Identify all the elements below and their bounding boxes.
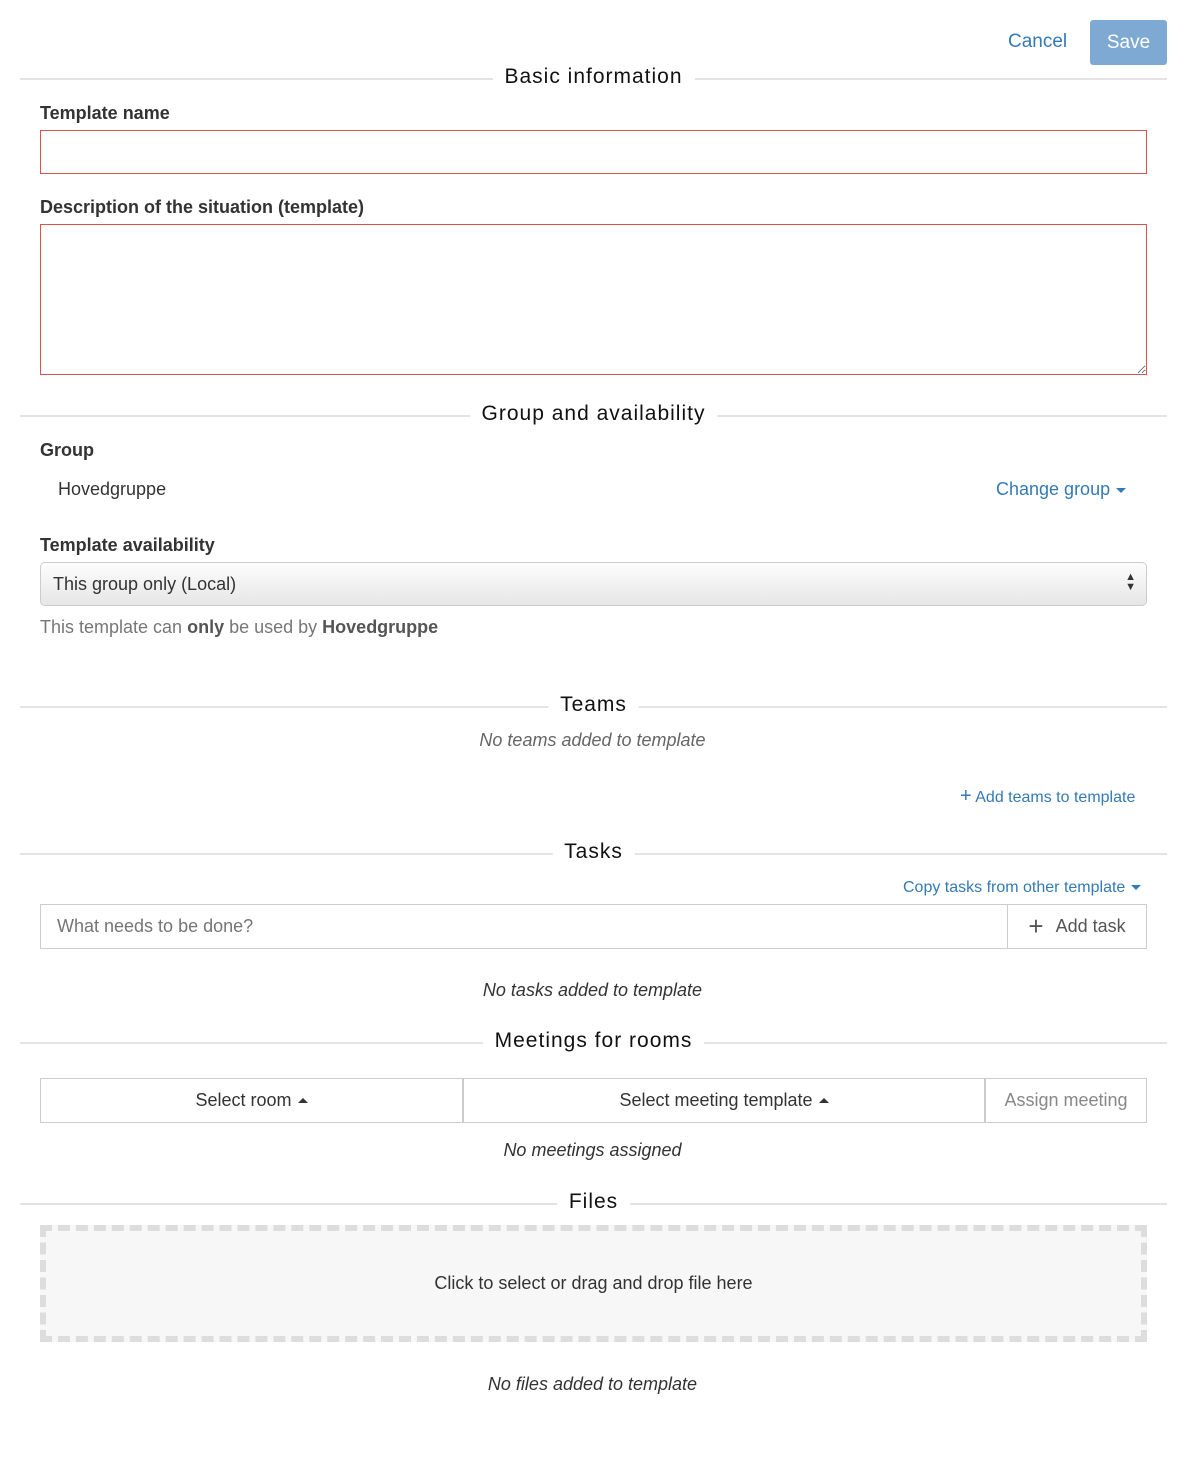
add-teams-label: Add teams to template xyxy=(975,789,1136,806)
plus-icon: + xyxy=(1028,911,1044,941)
select-template-label: Select meeting template xyxy=(619,1090,813,1110)
template-name-label: Template name xyxy=(40,103,170,123)
section-title: Files xyxy=(557,1190,630,1214)
help-text: This template can xyxy=(40,617,188,637)
add-task-label: Add task xyxy=(1055,916,1126,936)
select-room-dropdown[interactable] xyxy=(40,1078,463,1123)
add-task-button[interactable] xyxy=(1007,904,1147,949)
description-textarea[interactable] xyxy=(40,224,1147,375)
change-group-label: Change group xyxy=(996,479,1111,499)
availability-select[interactable] xyxy=(40,562,1147,606)
section-teams xyxy=(20,692,1167,716)
section-title: Basic information xyxy=(492,65,694,89)
plus-icon: + xyxy=(960,785,972,807)
add-teams-link[interactable] xyxy=(960,785,1135,808)
section-title: Group and availability xyxy=(470,402,718,426)
section-tasks xyxy=(20,839,1167,863)
cancel-button[interactable]: Cancel xyxy=(1008,31,1068,52)
help-group: Hovedgruppe xyxy=(322,617,439,637)
section-title: Teams xyxy=(548,693,639,717)
group-value: Hovedgruppe xyxy=(58,479,167,499)
section-title: Meetings for rooms xyxy=(483,1029,705,1053)
help-only: only xyxy=(187,617,225,637)
group-label: Group xyxy=(40,440,94,460)
drop-zone-text: Click to select or drag and drop file here xyxy=(434,1273,753,1293)
caret-down-icon xyxy=(1131,885,1141,890)
no-files-text: No files added to template xyxy=(487,1374,698,1394)
section-title: Tasks xyxy=(552,840,635,864)
no-meetings-text: No meetings assigned xyxy=(503,1140,682,1160)
select-room-label: Select room xyxy=(195,1090,292,1110)
select-arrows-icon: ▲ ▼ xyxy=(1125,571,1136,593)
caret-up-icon xyxy=(298,1098,308,1103)
task-input[interactable] xyxy=(40,904,1008,949)
no-teams-text: No teams added to template xyxy=(479,730,706,750)
description-label: Description of the situation (template) xyxy=(40,197,365,217)
availability-selected: This group only (Local) xyxy=(53,574,237,594)
copy-tasks-label: Copy tasks from other template xyxy=(903,879,1126,896)
section-group-availability xyxy=(20,401,1167,425)
availability-label: Template availability xyxy=(40,535,215,555)
caret-down-icon xyxy=(1116,488,1126,493)
copy-tasks-dropdown[interactable] xyxy=(903,879,1141,897)
availability-help xyxy=(40,617,438,638)
section-basic-information xyxy=(20,64,1167,88)
section-files xyxy=(20,1189,1167,1213)
change-group-dropdown[interactable] xyxy=(996,479,1126,500)
file-drop-zone[interactable] xyxy=(40,1225,1147,1342)
caret-up-icon xyxy=(819,1098,829,1103)
help-text: be used by xyxy=(224,617,323,637)
no-tasks-text: No tasks added to template xyxy=(482,980,703,1000)
assign-meeting-button[interactable]: Assign meeting xyxy=(985,1078,1147,1123)
template-name-input[interactable] xyxy=(40,130,1147,174)
select-meeting-template-dropdown[interactable] xyxy=(463,1078,985,1123)
section-meetings xyxy=(20,1028,1167,1052)
save-button[interactable]: Save xyxy=(1090,20,1167,65)
